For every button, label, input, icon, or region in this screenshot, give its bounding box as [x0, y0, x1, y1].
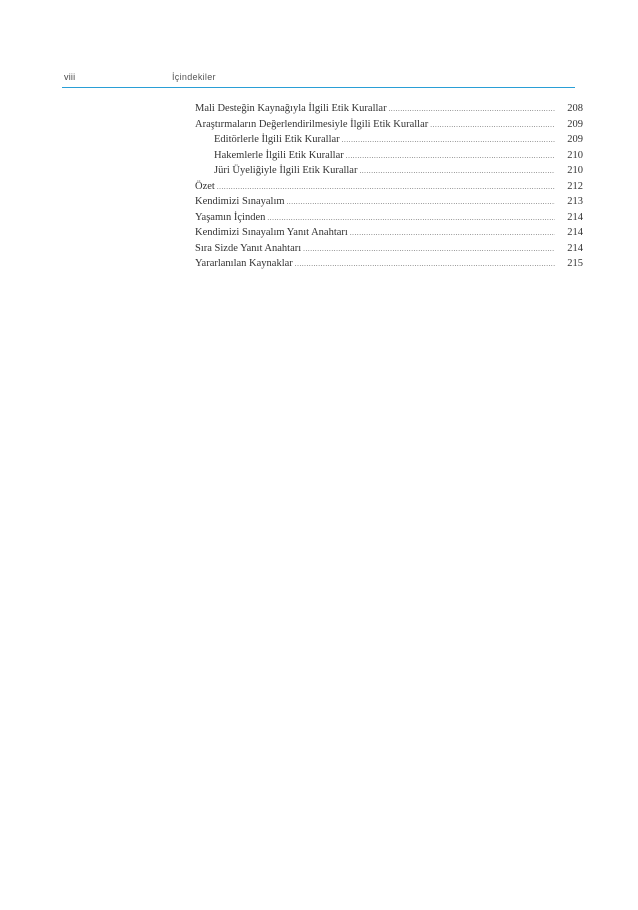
running-head-title: İçindekiler	[172, 72, 216, 82]
toc-entry-page: 214	[567, 242, 583, 254]
toc-entry-title: Sıra Sizde Yanıt Anahtarı	[195, 242, 302, 254]
toc-entry-title: Editörlerle İlgili Etik Kurallar	[214, 134, 340, 145]
toc-entry-page: 210	[567, 149, 583, 161]
toc-entry-page: 214	[567, 227, 583, 238]
toc-entry-page: 212	[567, 180, 583, 192]
toc-entry-title: Özet	[195, 180, 215, 192]
dot-leader	[217, 180, 555, 195]
toc-entry-title: Mali Desteğin Kaynağıyla İlgili Etik Kurallar	[195, 103, 387, 114]
dot-leader	[346, 149, 555, 164]
toc-entry-title: Yararlanılan Kaynaklar	[195, 258, 293, 269]
toc-entry-page: 209	[567, 134, 583, 145]
dot-leader	[295, 257, 555, 272]
header-rule	[62, 87, 575, 88]
dot-leader	[342, 133, 555, 148]
toc-entry-title: Kendimizi Sınayalım	[195, 196, 285, 207]
dot-leader	[267, 211, 555, 226]
toc-entry[interactable]	[195, 163, 583, 179]
toc-entry[interactable]	[195, 117, 583, 133]
toc-entry-title: Kendimizi Sınayalım Yanıt Anahtarı	[195, 227, 348, 238]
toc-entry-page: 209	[567, 118, 583, 130]
toc-entry-page: 210	[567, 165, 583, 176]
toc-entry[interactable]	[195, 256, 583, 272]
toc-entry-page: 213	[567, 196, 583, 207]
toc-entry-title: Yaşamın İçinden	[195, 211, 266, 223]
toc-entry[interactable]	[195, 225, 583, 241]
toc-entry-title: Araştırmaların Değerlendirilmesiyle İlgili Etik Kurallar	[195, 118, 429, 130]
toc-entry[interactable]	[195, 194, 583, 210]
toc-entry-page: 214	[567, 211, 583, 223]
toc-entry[interactable]	[195, 132, 583, 148]
table-of-contents	[195, 101, 583, 272]
toc-entry[interactable]	[195, 148, 583, 164]
toc-entry[interactable]	[195, 179, 583, 195]
toc-entry-page: 208	[567, 103, 583, 114]
dot-leader	[303, 242, 555, 257]
page-header	[62, 72, 575, 88]
toc-entry-title: Jüri Üyeliğiyle İlgili Etik Kurallar	[214, 165, 358, 176]
toc-entry[interactable]	[195, 241, 583, 257]
dot-leader	[359, 164, 555, 179]
toc-entry[interactable]	[195, 210, 583, 226]
dot-leader	[430, 118, 555, 133]
toc-entry-page: 215	[567, 258, 583, 269]
dot-leader	[350, 226, 555, 241]
toc-entry[interactable]	[195, 101, 583, 117]
dot-leader	[389, 102, 555, 117]
dot-leader	[287, 195, 555, 210]
toc-entry-title: Hakemlerle İlgili Etik Kurallar	[214, 149, 344, 161]
page-number: viii	[64, 72, 76, 82]
